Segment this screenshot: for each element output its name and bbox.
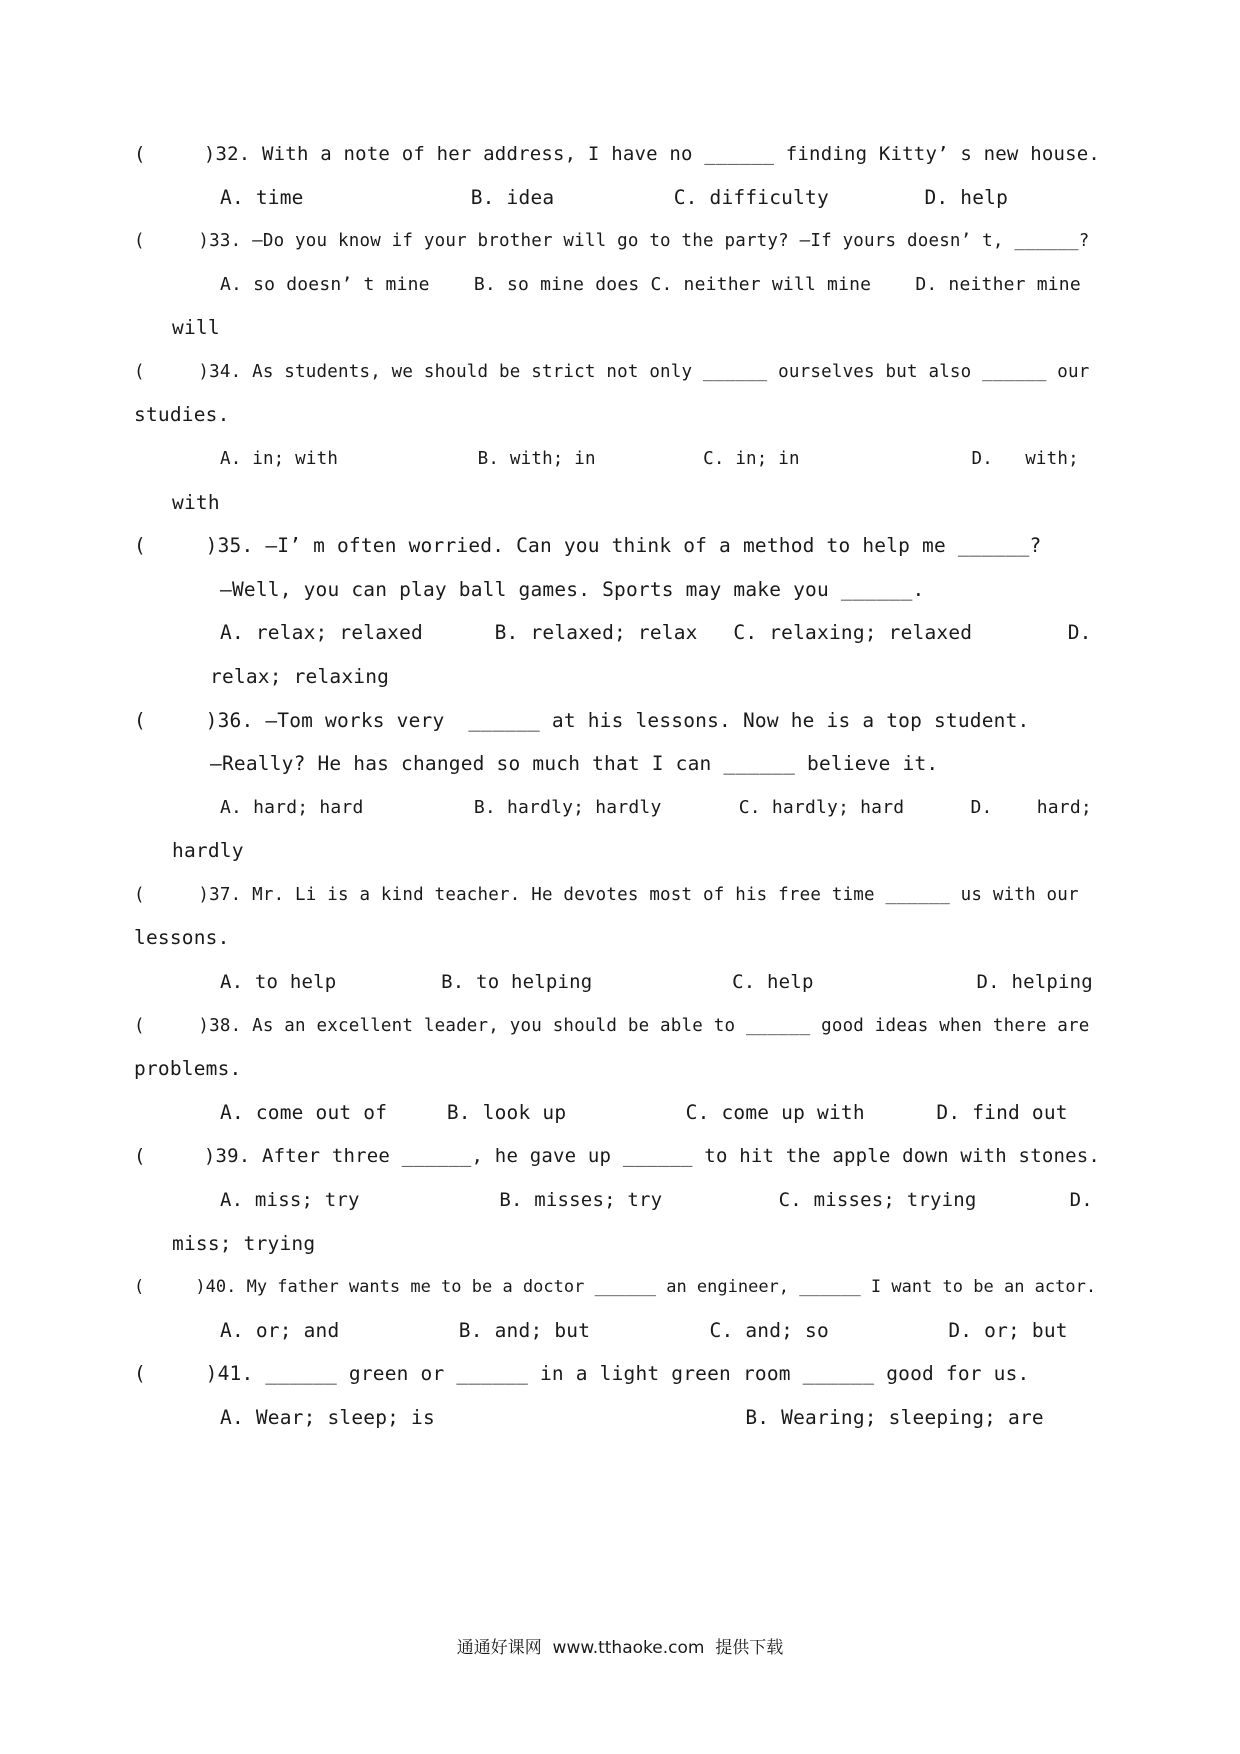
question-32-stem: ( )32. With a note of her address, I have no ______ finding Kitty’ s new house. xyxy=(134,143,1101,165)
question-39-stem: ( )39. After three ______, he gave up ______ to hit the apple down with stones. xyxy=(134,1145,1101,1167)
question-41-stem: ( )41. ______ green or ______ in a light green room ______ good for us. xyxy=(134,1362,1030,1385)
question-36-stem-cont: —Really? He has changed so much that I can ______ believe it. xyxy=(210,752,939,775)
question-36-stem: ( )36. —Tom works very ______ at his lessons. Now he is a top student. xyxy=(134,709,1030,732)
page-footer: 通通好课网 www.tthaoke.com 提供下载 xyxy=(456,1638,784,1658)
question-33-options: A. so doesn’ t mine B. so mine does C. neither will mine D. neither mine xyxy=(220,274,1081,295)
question-39-options: A. miss; try B. misses; try C. misses; trying D. xyxy=(220,1189,1093,1211)
question-34-stem: ( )34. As students, we should be strict not only ______ ourselves but also ______ our xyxy=(134,362,1090,382)
question-35-options-cont: relax; relaxing xyxy=(210,665,390,688)
question-36-options-cont: hardly xyxy=(172,839,244,862)
question-41-options: A. Wear; sleep; is B. Wearing; sleeping; are xyxy=(220,1406,1044,1429)
question-37-stem-cont: lessons. xyxy=(134,926,230,949)
question-35-stem: ( )35. —I’ m often worried. Can you think of a method to help me ______? xyxy=(134,534,1042,557)
question-35-stem-cont: —Well, you can play ball games. Sports may make you ______. xyxy=(220,578,925,601)
question-39-options-cont: miss; trying xyxy=(172,1232,316,1255)
question-38-options: A. come out of B. look up C. come up with D. find out xyxy=(220,1101,1068,1124)
question-38-stem-cont: problems. xyxy=(134,1057,242,1080)
question-34-options: A. in; with B. with; in C. in; in D. with; xyxy=(220,449,1079,469)
question-40-options: A. or; and B. and; but C. and; so D. or; but xyxy=(220,1319,1068,1342)
question-40-stem: ( )40. My father wants me to be a doctor ______ an engineer, ______ I want to be an actor. xyxy=(134,1277,1097,1297)
question-33-stem: ( )33. —Do you know if your brother will go to the party? —If yours doesn’ t, ______? xyxy=(134,231,1090,251)
question-34-options-cont: with xyxy=(172,491,220,514)
question-37-options: A. to help B. to helping C. help D. helping xyxy=(220,971,1093,993)
question-37-stem: ( )37. Mr. Li is a kind teacher. He devotes most of his free time ______ us with our xyxy=(134,885,1079,905)
question-33-options-cont: will xyxy=(172,316,220,339)
question-32-options: A. time B. idea C. difficulty D. help xyxy=(220,186,1009,209)
question-35-options: A. relax; relaxed B. relaxed; relax C. relaxing; relaxed D. xyxy=(220,621,1092,644)
question-34-stem-cont: studies. xyxy=(134,403,230,426)
question-36-options: A. hard; hard B. hardly; hardly C. hardly; hard D. hard; xyxy=(220,797,1092,818)
question-38-stem: ( )38. As an excellent leader, you should be able to ______ good ideas when there are xyxy=(134,1016,1090,1036)
